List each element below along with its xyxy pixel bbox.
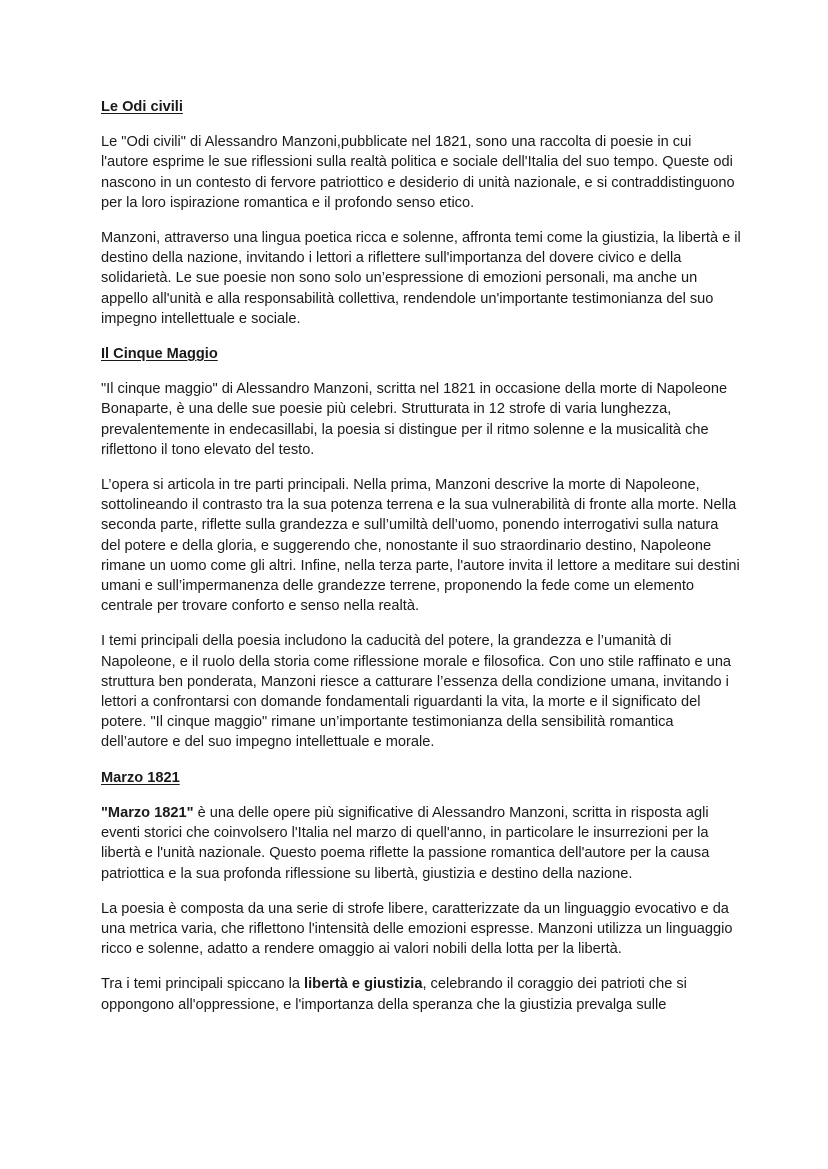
bold-title: "Marzo 1821" bbox=[101, 804, 194, 821]
paragraph-text: , celebrando il coraggio dei patrioti che si oppongono all'oppressione, e l'importanza della speranza che la giustizia prevalga sulle bbox=[101, 976, 687, 1013]
paragraph-text: Tra i temi principali spiccano la bbox=[101, 976, 305, 993]
paragraph: I temi principali della poesia includono la caducità del potere, la grandezza e l’umanità di Napoleone, e il ruolo della storia come riflessione morale e filosofica. Con uno stile raffinato e una struttura ben ponderata, Manzoni riesce a catturare l’essenza della condizione umana, invitando i lettori a confrontarsi con domande fondamentali riguardanti la vita, la morte e il significato del potere. "Il cinque maggio" rimane un’importante testimonianza della sensibilità romantica dell’autore e del suo impegno intellettuale e morale. bbox=[101, 633, 732, 751]
paragraph: Manzoni, attraverso una lingua poetica ricca e solenne, affronta temi come la giustizia, la libertà e il destino della nazione, invitando i lettori a riflettere sull'importanza del dovere civico e della solidarietà. Le sue poesie non sono solo un’espressione di emozioni personali, ma anche un appello all'unità e alla responsabilità collettiva, rendendole un'importante testimonianza del suo impegno intellettuale e sociale. bbox=[101, 230, 741, 327]
paragraph: Le "Odi civili" di Alessandro Manzoni,pubblicate nel 1821, sono una raccolta di poesie in cui l'autore esprime le sue riflessioni sulla realtà politica e sociale dell'Italia del suo tempo. Queste odi nascono in un contesto di fervore patriottico e desiderio di unità nazionale, e si contraddistinguono per la loro ispirazione romantica e il profondo senso etico. bbox=[101, 134, 735, 211]
paragraph: L’opera si articola in tre parti principali. Nella prima, Manzoni descrive la morte di Napoleone, sottolineando il contrasto tra la sua potenza terrena e la sua vulnerabilità di fronte alla morte. Nella seconda parte, riflette sulla grandezza e sull’umiltà dell’uomo, ponendo interrogativi sulla natura del potere e della gloria, e suggerendo che, nonostante il suo straordinario destino, Napoleone rimane un uomo come gli altri. Infine, nella terza parte, l'autore invita il lettore a meditare sui destini umani e sull’impermanenza delle grandezze terrene, proponendo la fede come un elemento centrale per trovare conforto e senso nella realtà. bbox=[101, 477, 740, 615]
section-heading-cinque-maggio: Il Cinque Maggio bbox=[101, 346, 218, 363]
bold-phrase: libertà e giustizia bbox=[304, 976, 423, 993]
section-heading-marzo-1821: Marzo 1821 bbox=[101, 769, 180, 786]
paragraph: "Il cinque maggio" di Alessandro Manzoni, scritta nel 1821 in occasione della morte di Napoleone Bonaparte, è una delle sue poesie più celebri. Strutturata in 12 strofe di varia lunghezza, prevalentemente in endecasillabi, la poesia si distingue per il ritmo solenne e la musicalità che riflettono il tono elevato del testo. bbox=[101, 381, 728, 458]
paragraph bbox=[101, 803, 741, 884]
paragraph-text: è una delle opere più significative di Alessandro Manzoni, scritta in risposta agli eventi storici che coinvolsero l'Italia nel marzo di quell'anno, in particolare le insurrezioni per la libertà e l'unità nazionale. Questo poema riflette la passione romantica dell'autore per la causa patriottica e la sua profonda riflessione su libertà, giustizia e destino della nazione. bbox=[101, 804, 710, 882]
paragraph bbox=[101, 974, 741, 1014]
document-page bbox=[101, 97, 741, 1030]
paragraph: La poesia è composta da una serie di strofe libere, caratterizzate da un linguaggio evocativo e da una metrica varia, che riflettono l'intensità delle emozioni espresse. Manzoni utilizza un linguaggio ricco e solenne, adatto a rendere omaggio ai valori nobili della lotta per la libertà. bbox=[101, 900, 733, 958]
section-heading-odi-civili: Le Odi civili bbox=[101, 99, 183, 115]
